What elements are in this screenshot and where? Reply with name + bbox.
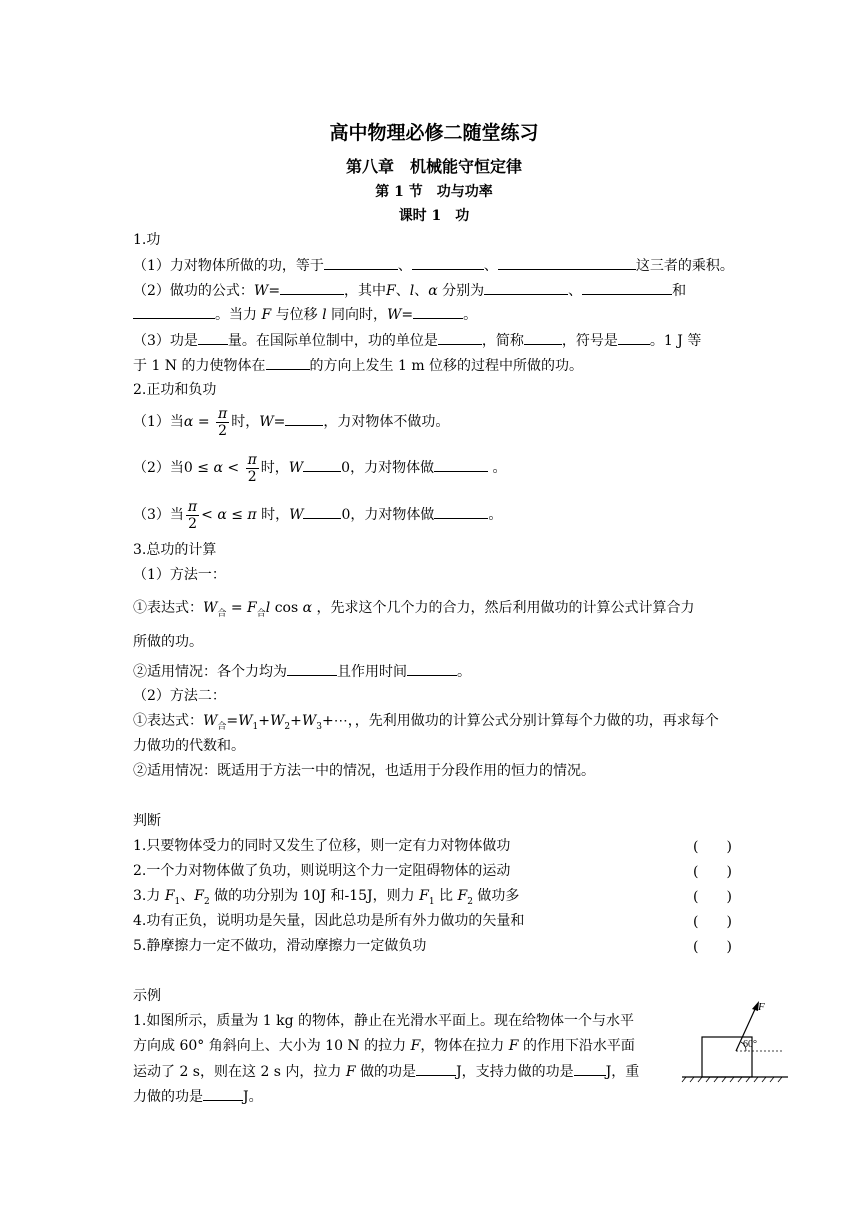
- example-line1: 1.如图所示，质量为 1 kg 的物体，静止在光滑水平面上。现在给物体一个与水平: [133, 1013, 635, 1029]
- s3-heading: 3.总功的计算: [133, 542, 217, 558]
- s1-line1: （1）力对物体所做的功，等于 、 、 这三者的乘积。: [133, 255, 734, 276]
- judge-item-3: 3.力 $F_1$、$F_2$ 做的功分别为 10J 和-15J，则力 $F_1$ 比 $F_2$ 做功多: [133, 888, 520, 907]
- s1-line3: 。当力 F 与位移 l 同向时，W= 。: [133, 304, 477, 325]
- s3-expr1: ①表达式：$W_合 = F_合l$ cos α ，先求这个几个力的合力，然后利用做功的计算公式计算合力: [133, 600, 695, 619]
- judge-item-5: 5.静摩擦力一定不做功，滑动摩擦力一定做负功: [133, 938, 427, 954]
- judge-item-1: 1.只要物体受力的同时又发生了位移，则一定有力对物体做功: [133, 838, 511, 854]
- blank[interactable]: [285, 411, 323, 426]
- blank[interactable]: [524, 330, 562, 345]
- force-label: F: [758, 1001, 765, 1013]
- blank[interactable]: [203, 1086, 243, 1101]
- blank[interactable]: [582, 280, 672, 295]
- section-title: 第 1 节 功与功率: [375, 184, 493, 200]
- blank[interactable]: [434, 504, 488, 519]
- example-heading: 示例: [133, 988, 161, 1004]
- example-line2: 方向成 60° 角斜向上、大小为 10 N 的拉力 F，物体在拉力 F 的作用下沿水平面: [133, 1038, 635, 1054]
- blank[interactable]: [133, 304, 215, 319]
- s2-line2: （2）当0 ≤ α < $\frac{\pi}{2}$ 时，W 0，力对物体做 。: [133, 451, 507, 485]
- lesson-title: 课时 1 功: [398, 208, 470, 224]
- judge-item-4: 4.功有正负，说明功是矢量，因此总功是所有外力做功的矢量和: [133, 913, 525, 929]
- blank[interactable]: [324, 255, 398, 270]
- s3-apply2: ②适用情况：既适用于方法一中的情况，也适用于分段作用的恒力的情况。: [133, 763, 595, 779]
- answer-paren[interactable]: ( ): [693, 864, 732, 880]
- answer-paren[interactable]: ( ): [693, 939, 732, 955]
- answer-paren[interactable]: ( ): [693, 889, 732, 905]
- blank[interactable]: [438, 330, 482, 345]
- blank[interactable]: [434, 457, 488, 472]
- s3-expr2-cont: 力做功的代数和。: [133, 738, 245, 754]
- chapter-title: 第八章 机械能守恒定律: [345, 157, 522, 176]
- s3-method2: （2）方法二：: [133, 688, 226, 704]
- judge-heading: 判断: [133, 813, 161, 829]
- s1-line5: 于 1 N 的力使物体在 的方向上发生 1 m 位移的过程中所做的功。: [133, 355, 583, 376]
- page-title: 高中物理必修二随堂练习: [329, 122, 539, 144]
- blank[interactable]: [266, 355, 310, 370]
- answer-paren[interactable]: ( ): [693, 914, 732, 930]
- blank[interactable]: [498, 255, 636, 270]
- blank[interactable]: [280, 280, 344, 295]
- judge-item-2: 2.一个力对物体做了负功，则说明这个力一定阻碍物体的运动: [133, 863, 511, 879]
- blank[interactable]: [287, 661, 337, 676]
- s2-line3: （3）当 $\frac{\pi}{2}$ < α ≤ π 时，W 0，力对物体做 。: [133, 498, 503, 532]
- s2-heading: 2.正功和负功: [133, 382, 217, 398]
- s3-method1: （1）方法一：: [133, 567, 226, 583]
- s1-line4: （3）功是 量。在国际单位制中，功的单位是 ，简称 ，符号是 。1 J 等: [133, 330, 701, 351]
- ground-hatch: [682, 1077, 782, 1082]
- blank[interactable]: [303, 504, 341, 519]
- blank[interactable]: [303, 457, 341, 472]
- blank[interactable]: [416, 1061, 456, 1076]
- s1-heading: 1.功: [133, 232, 161, 248]
- force-diagram: [680, 995, 790, 1085]
- blank[interactable]: [407, 661, 457, 676]
- blank[interactable]: [198, 330, 228, 345]
- angle-label: 60°: [743, 1039, 757, 1050]
- blank[interactable]: [574, 1061, 606, 1076]
- s3-expr1-cont: 所做的功。: [133, 634, 203, 650]
- answer-paren[interactable]: ( ): [693, 839, 732, 855]
- blank[interactable]: [413, 304, 463, 319]
- example-line3: 运动了 2 s，则在这 2 s 内，拉力 F 做的功是 J，支持力做的功是 J，重: [133, 1061, 639, 1082]
- blank[interactable]: [412, 255, 484, 270]
- s3-expr2: ①表达式：$W_合=W_1+W_2+W_3+\cdots$，，先利用做功的计算公式分别计算每个力做的功，再求每个: [133, 713, 719, 732]
- blank[interactable]: [618, 330, 650, 345]
- example-line4: 力做的功是 J。: [133, 1086, 263, 1107]
- s2-line1: （1）当α = $\frac{\pi}{2}$ 时，W= ，力对物体不做功。: [133, 405, 450, 439]
- s3-apply1: ②适用情况：各个力均为 且作用时间 。: [133, 661, 471, 682]
- s1-line2: （2）做功的公式：W= ，其中F、l、α 分别为 、 和: [133, 280, 686, 301]
- blank[interactable]: [484, 280, 568, 295]
